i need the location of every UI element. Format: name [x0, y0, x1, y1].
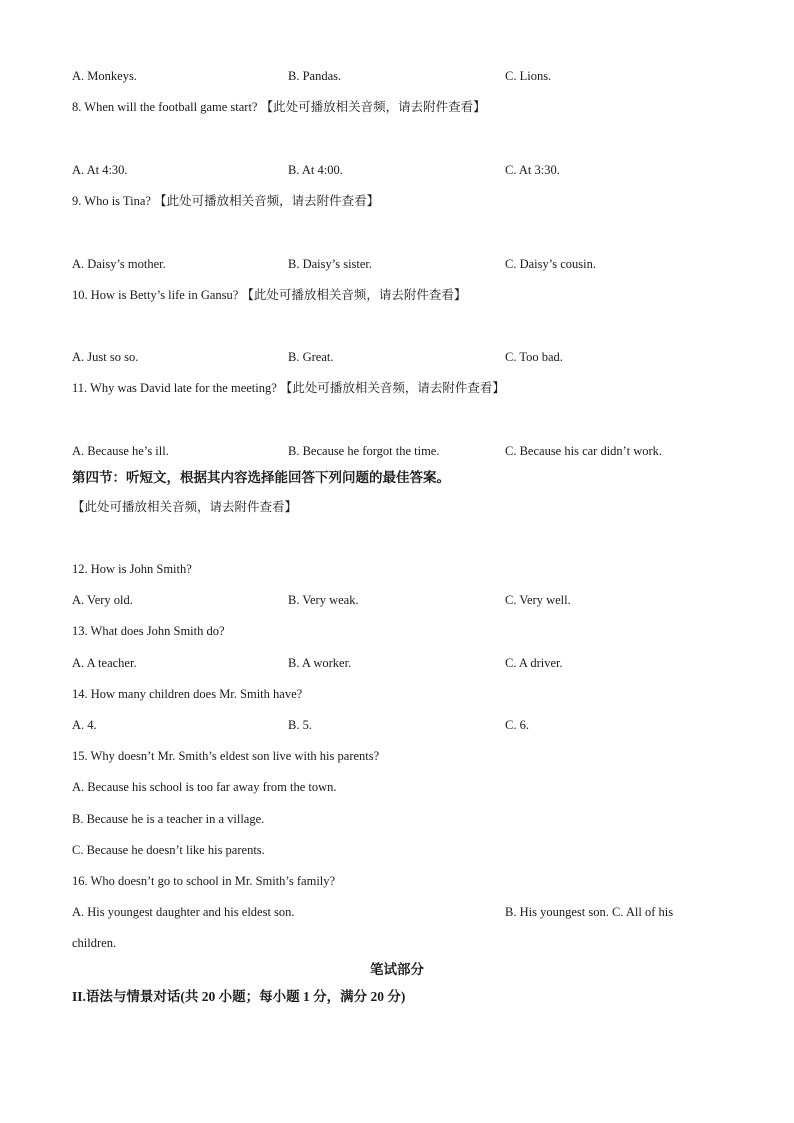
q13-question: 13. What does John Smith do?	[72, 624, 225, 638]
q16-option-bc: B. His youngest son. C. All of his	[505, 905, 674, 919]
q10-question: 10. How is Betty’s life in Gansu? 【此处可播放相关音频，请去附件查看】	[72, 288, 467, 302]
q15-option-b: B. Because he is a teacher in a village.	[72, 812, 265, 826]
section4-audio-note: 【此处可播放相关音频，请去附件查看】	[72, 500, 298, 514]
q9-option-b: B. Daisy’s sister.	[288, 257, 373, 271]
q14-option-b: B. 5.	[288, 718, 312, 732]
q7-option-c: C. Lions.	[505, 69, 552, 83]
q12-option-a: A. Very old.	[72, 593, 133, 607]
q8-option-c: C. At 3:30.	[505, 163, 560, 177]
q13-option-a: A. A teacher.	[72, 656, 137, 670]
q11-option-b: B. Because he forgot the time.	[288, 444, 440, 458]
q9-question: 9. Who is Tina? 【此处可播放相关音频，请去附件查看】	[72, 194, 380, 208]
q14-option-a: A. 4.	[72, 718, 97, 732]
section-ii-heading: II.语法与情景对话(共 20 小题；每小题 1 分，满分 20 分)	[72, 989, 406, 1004]
q11-option-c: C. Because his car didn’t work.	[505, 444, 663, 458]
q11-option-a: A. Because he’s ill.	[72, 444, 169, 458]
q10-option-c: C. Too bad.	[505, 350, 563, 364]
written-part-title: 笔试部分	[370, 962, 424, 977]
q10-option-a: A. Just so so.	[72, 350, 139, 364]
q13-option-b: B. A worker.	[288, 656, 352, 670]
q15-option-c: C. Because he doesn’t like his parents.	[72, 843, 265, 857]
q7-option-a: A. Monkeys.	[72, 69, 137, 83]
q16-option-continued: children.	[72, 936, 117, 950]
q8-option-a: A. At 4:30.	[72, 163, 128, 177]
q10-option-b: B. Great.	[288, 350, 334, 364]
q14-question: 14. How many children does Mr. Smith have?	[72, 687, 303, 701]
q14-option-c: C. 6.	[505, 718, 529, 732]
q9-option-a: A. Daisy’s mother.	[72, 257, 166, 271]
q12-option-c: C. Very well.	[505, 593, 571, 607]
q15-question: 15. Why doesn’t Mr. Smith’s eldest son live with his parents?	[72, 749, 380, 763]
q16-option-a: A. His youngest daughter and his eldest son.	[72, 905, 295, 919]
q12-question: 12. How is John Smith?	[72, 562, 192, 576]
q11-question: 11. Why was David late for the meeting? 【此处可播放相关音频，请去附件查看】	[72, 381, 505, 395]
q13-option-c: C. A driver.	[505, 656, 563, 670]
q8-option-b: B. At 4:00.	[288, 163, 343, 177]
section4-heading: 第四节：听短文，根据其内容选择能回答下列问题的最佳答案。	[72, 470, 450, 485]
q9-option-c: C. Daisy’s cousin.	[505, 257, 596, 271]
q15-option-a: A. Because his school is too far away from the town.	[72, 780, 337, 794]
q16-question: 16. Who doesn’t go to school in Mr. Smith’s family?	[72, 874, 336, 888]
q8-question: 8. When will the football game start? 【此处可播放相关音频，请去附件查看】	[72, 100, 486, 114]
q12-option-b: B. Very weak.	[288, 593, 359, 607]
q7-option-b: B. Pandas.	[288, 69, 342, 83]
